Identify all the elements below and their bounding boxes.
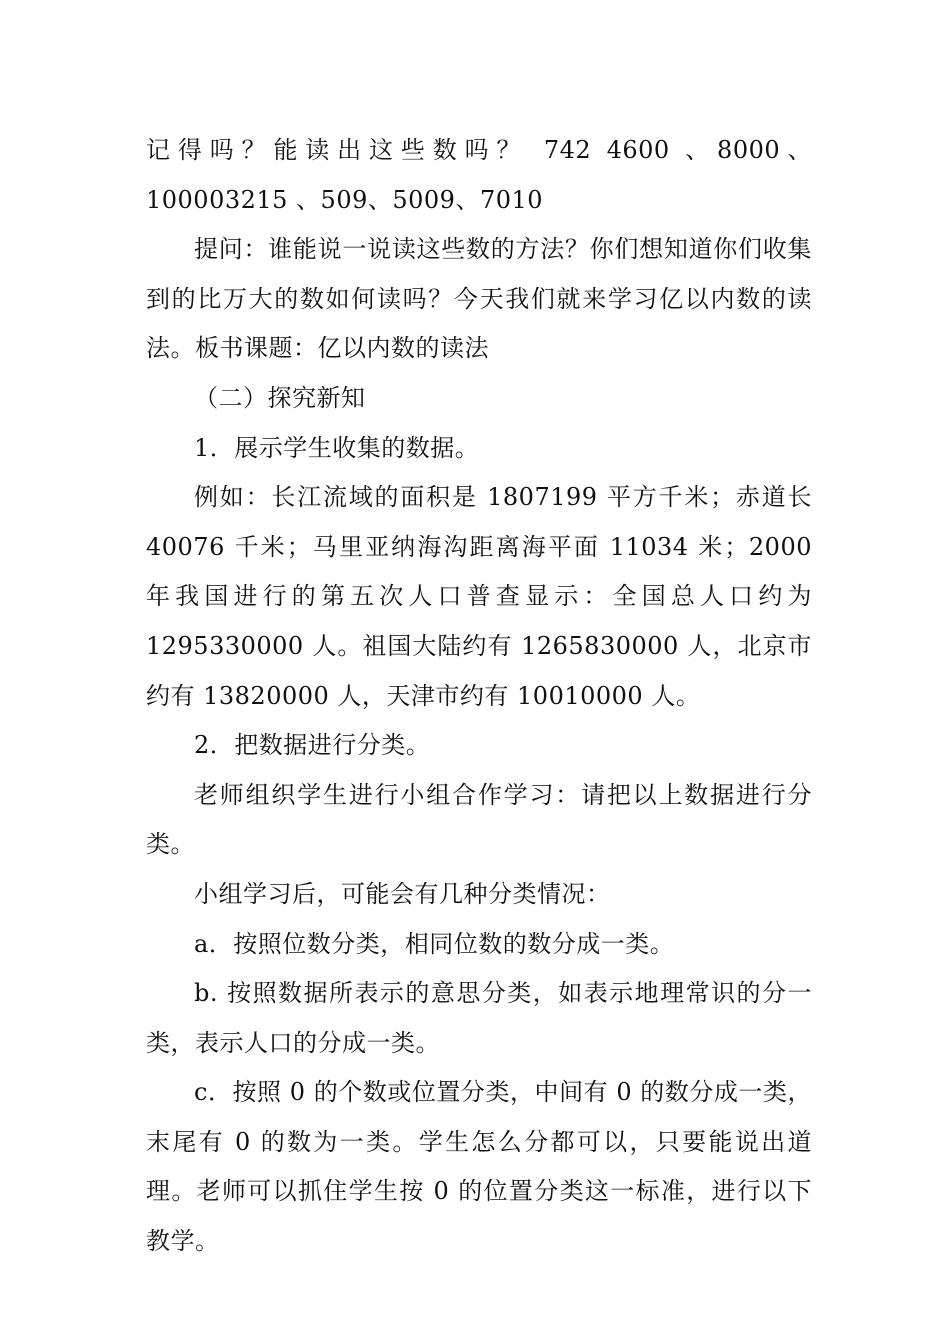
paragraph-read-numbers: 记得吗？能读出这些数吗？ 742 4600 、8000、100003215 、509、5009、7010: [146, 136, 812, 214]
list-item-b: b. 按照数据所表示的意思分类，如表示地理常识的分一类，表示人口的分成一类。: [146, 979, 812, 1057]
step-1-title: 1．展示学生收集的数据。: [194, 433, 480, 462]
section-heading-explore: （二）探究新知: [194, 383, 366, 412]
list-item-c: c．按照 0 的个数或位置分类，中间有 0 的数分成一类，末尾有 0 的数为一类。学生怎么分都可以，只要能说出道理。老师可以抓住学生按 0 的位置分类这一标准，进行以下教学。: [146, 1078, 812, 1256]
paragraph-group-work: 老师组织学生进行小组合作学习：请把以上数据进行分类。: [146, 780, 812, 859]
paragraph-examples: 例如：长江流域的面积是 1807199 平方千米；赤道长 40076 千米；马里亚纳海沟距离海平面 11034 米；2000 年我国进行的第五次人口普查显示：全国总人口约为 1295330000 人。祖国大陆约有 1265830000 人，北京市约有 13820000 人，天津市约有 10010000 人。: [146, 483, 812, 710]
paragraph-question: 提问：谁能说一说读这些数的方法？你们想知道你们收集到的比万大的数如何读吗？今天我们就来学习亿以内数的读法。板书课题：亿以内数的读法: [146, 235, 812, 363]
list-item-a: a．按照位数分类，相同位数的数分成一类。: [194, 929, 675, 958]
step-2-title: 2．把数据进行分类。: [194, 731, 431, 760]
document-page: [146, 126, 812, 1267]
paragraph-classification-intro: 小组学习后，可能会有几种分类情况：: [194, 879, 611, 908]
